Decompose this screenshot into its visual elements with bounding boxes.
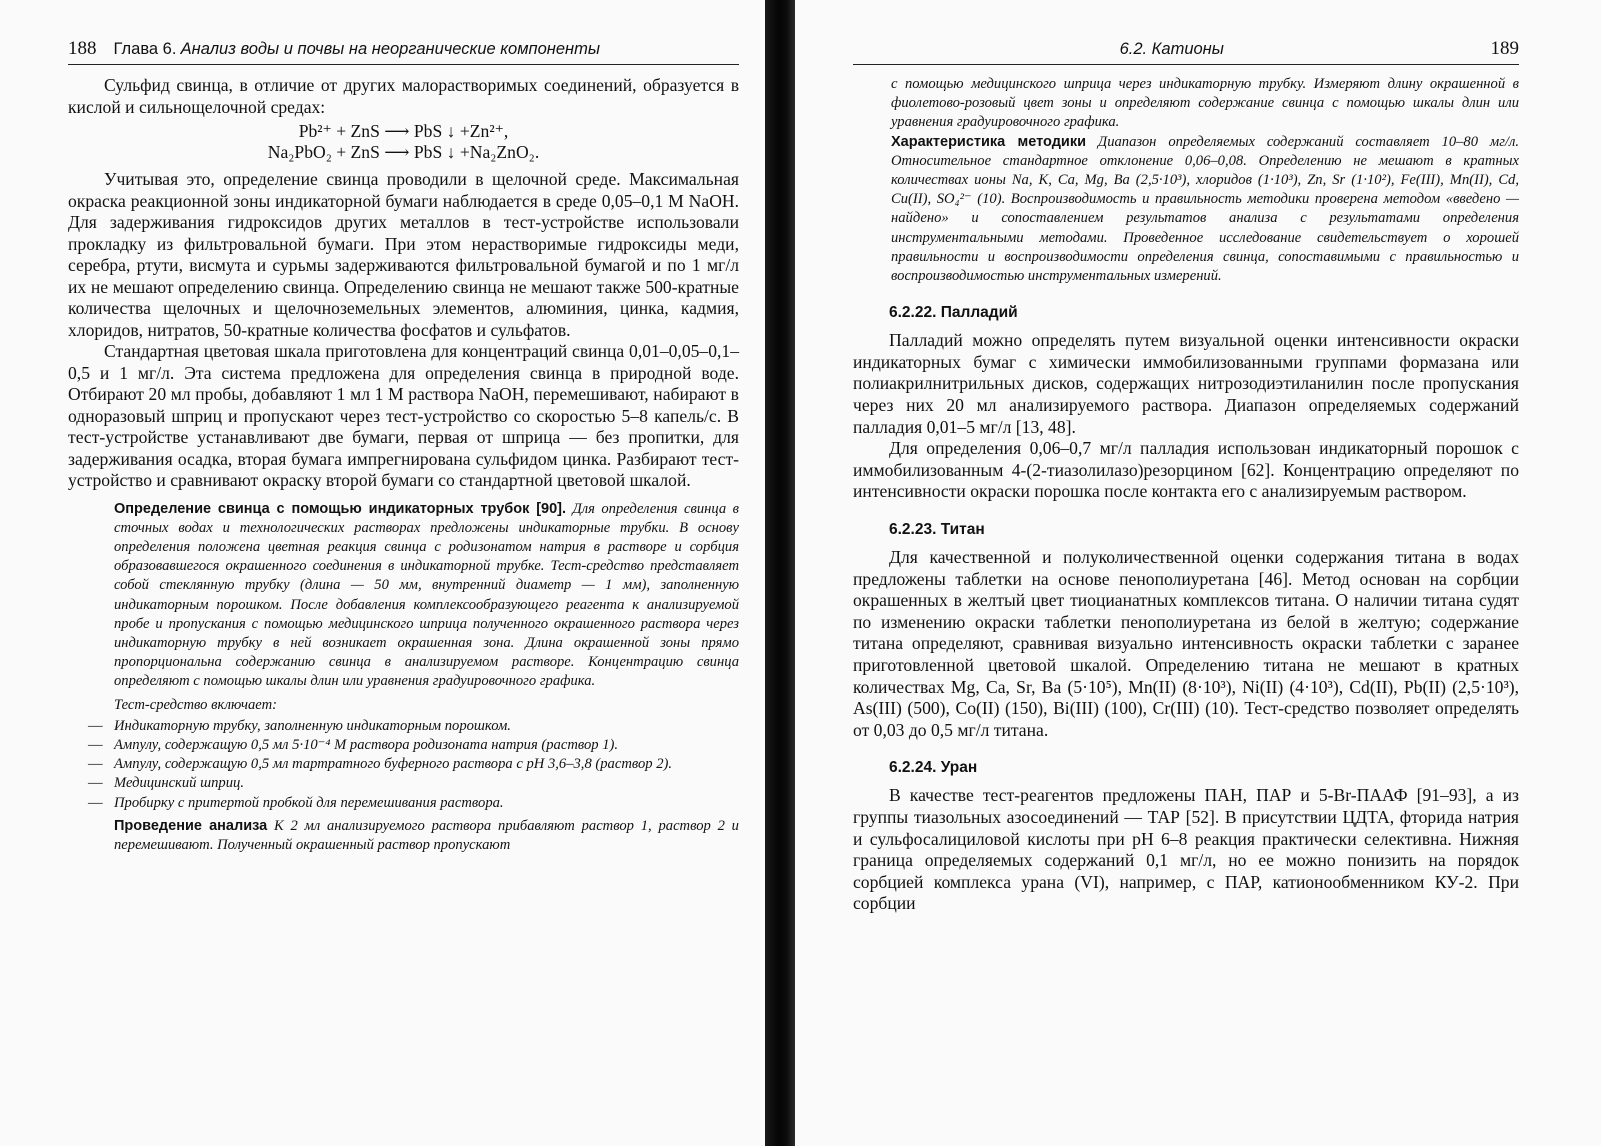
analysis-text: К 2 мл анализируемого раствора прибавляют раствор 1, раствор 2 и перемешивают. Полученный окрашенный раствор пропускают: [114, 817, 739, 853]
analysis-heading: Проведение анализа: [114, 817, 268, 834]
palladium-paragraph-2: Для определения 0,06–0,7 мг/л палладия использован индикаторный порошок с иммобилизованным 4-(2-тиазолилазо)резорцином [62]. Концентрацию определяют по интенсивности окраски порошка после контакта его с анализируемым раствором.: [853, 438, 1519, 502]
book-gutter: [765, 0, 795, 1146]
characteristics-block: [853, 133, 1519, 287]
continued-method-text: с помощью медицинского шприца через индикаторную трубку. Измеряют длину окрашенной в фиолетово-розовый цвет зоны и определяют содержание свинца с помощью шкалы длин или уравнения градуировочного графика.: [891, 76, 1519, 131]
equation-2: Na₂PbO₂ + ZnS ⟶ PbS ↓ +Na₂ZnO₂.: [267, 142, 540, 162]
left-running-head: [68, 38, 739, 65]
section-titanium-title: 6.2.23. Титан: [889, 520, 985, 538]
paragraph-alkaline: Учитывая это, определение свинца проводили в щелочной среде. Максимальная окраска реакционной зоны индикаторной бумаги наблюдается в среде 0,05–0,1 M NaOH. Для задерживания гидроксидов других металлов в тест-устройстве использовали прокладку из фильтровальной бумаги. При этом нерастворимые гидроксиды меди, серебра, ртути, висмута и сурьмы задерживаются фильтровальной бумагой и по 1 мг/л их не мешают определению свинца. Определению свинца не мешают также 500-кратные количества щелочных и щелочноземельных элементов, алюминия, цинка, кадмия, хлоридов, нитратов, 50-кратные количества фосфатов и сульфатов.: [68, 169, 739, 340]
method-text: Для определения свинца в сточных водах и технологических растворах предложены индикаторные трубки. В основу определения положена цветная реакция свинца с родизонатом натрия в растворе и сорбция образовавшегося окрашенного соединения в индикаторной трубке. Тест-средство представляет собой стеклянную трубку (длина — 50 мм, внутренний диаметр — 1 мм), заполненную индикаторным порошком. После добавления комплексообразующего реагента к анализируемой пробе и пропускания с помощью медицинского шприца полученного окрашенного раствора через индикаторную трубку в ней возникает окрашенная зона. Длина окрашенной зоны прямо пропорциональна содержанию свинца в анализируемом растворе. Концентрацию свинца определяют с помощью шкалы длин или уравнения градуировочного графика.: [114, 500, 739, 690]
chapter-label: Глава 6.: [113, 40, 177, 58]
list-item: — Ампулу, содержащую 0,5 мл тартратного буферного раствора с pH 3,6–3,8 (раствор 2).: [88, 756, 673, 773]
method-heading: Определение свинца с помощью индикаторных трубок [90].: [114, 500, 567, 517]
list-item: — Медицинский шприц.: [88, 775, 244, 792]
right-page-number: 189: [1490, 38, 1519, 59]
list-item: — Ампулу, содержащую 0,5 мл 5·10⁻⁴ M раствора родизоната натрия (раствор 1).: [88, 736, 619, 753]
right-page: [795, 0, 1601, 1146]
kit-intro: Тест-средство включает:: [114, 696, 277, 713]
characteristics-text: Диапазон определяемых содержаний составляет 10–80 мг/л. Относительное стандартное отклонение 0,06–0,08. Определению не мешают в кратных количествах ионы Na, K, Ca, Mg, Ba (2,5·10³), хлоридов (1·10³), Zn, Sr (1·10²), Fe(III), Mn(II), Cd, Cu(II), SO₄²⁻ (10). Воспроизводимость и правильность методики проверена методом «введено — найдено» и сопоставлением результатов анализа с результатами определения инструментальными методами. Проведенное исследование свидетельствует о хорошей правильности и воспроизводимости определения свинца, сопоставимыми с правильностью и воспроизводимостью инструментальных измерений.: [891, 133, 1519, 285]
right-running-head: [853, 38, 1519, 65]
titanium-paragraph: Для качественной и полуколичественной оценки содержания титана в водах предложены таблетки на основе пенополиуретана [46]. Метод основан на сорбции окрашенных в желтый цвет тиоцианатных комплексов титана. О наличии титана судят по изменению окраски таблетки пенополиуретана из белой в желтую; содержание титана определяют, сравнивая визуально интенсивность окраски таблетки с заранее приготовленной цветовой шкалой. Определению титана не мешают в кратных количествах Mg, Ca, Sr, Ba (5·10⁵), Mn(II) (8·10³), Ni(II) (4·10³), Cd(II), Pb(II) (2,5·10³), As(III) (500), Co(II) (150), Bi(III) (100), Cr(III) (10). Тест-средство позволяет определять от 0,03 до 0,5 мг/л титана.: [853, 546, 1519, 740]
analysis-block: [68, 817, 739, 855]
palladium-paragraph-1: Палладий можно определять путем визуальной оценки интенсивности окраски индикаторных бумаг с химически иммобилизованными группами формазана или полиакрилнитрильных дисков, содержащих нитрозодиэтиланилин после пропускания через них 20 мл анализируемого раствора. Диапазон определяемых содержаний палладия 0,01–5 мг/л [13, 48].: [853, 330, 1519, 437]
method-block: [68, 500, 739, 692]
characteristics-heading: Характеристика методики: [891, 133, 1086, 150]
paragraph-sulfide-intro: Сульфид свинца, в отличие от других малорастворимых соединений, образуется в кислой и сильнощелочной средах:: [68, 75, 739, 117]
list-item: — Индикаторную трубку, заполненную индикаторным порошком.: [88, 717, 511, 734]
section-uranium-title: 6.2.24. Уран: [889, 759, 978, 777]
chapter-title: Анализ воды и почвы на неорганические компоненты: [180, 40, 601, 58]
left-page-number: 188: [68, 38, 97, 59]
kit-list: [68, 717, 739, 813]
section-running-title: 6.2. Катионы: [1119, 40, 1224, 58]
left-page: [0, 0, 765, 1146]
paragraph-color-scale: Стандартная цветовая шкала приготовлена для концентраций свинца 0,01–0,05–0,1–0,5 и 1 мг/л. Эта система предложена для определения свинца в природной воде. Отбирают 20 мл пробы, добавляют 1 мл 1 M раствора NaOH, перемешивают, набирают в одноразовый шприц и пропускают через тест-устройство со скоростью 5–8 капель/с. В тест-устройстве устанавливают две бумаги, первая от шприца — без пропитки, для задерживания осадка, вторая бумага импрегнирована сульфидом цинка. Разбирают тест-устройство и сравнивают окраску второй бумаги со стандартной цветовой шкалой.: [68, 341, 739, 490]
list-item: — Пробирку с притертой пробкой для перемешивания раствора.: [88, 794, 504, 811]
equation-1: Pb²⁺ + ZnS ⟶ PbS ↓ +Zn²⁺,: [298, 121, 509, 141]
uranium-paragraph: В качестве тест-реагентов предложены ПАН, ПАР и 5-Br-ПААФ [91–93], а из группы тиазольных азосоединений — ТАР [52]. В присутствии ЦДТА, фторида натрия и сульфосалициловой кислоты при pH 6–8 реакция практически селективна. Нижняя граница определяемых содержаний 0,1 мг/л, но ее можно понизить на порядок сорбцией комплекса урана (VI), например, с ПАР, катионообменником КУ-2. При сорбции: [853, 785, 1519, 914]
section-palladium-title: 6.2.22. Палладий: [889, 304, 1018, 322]
